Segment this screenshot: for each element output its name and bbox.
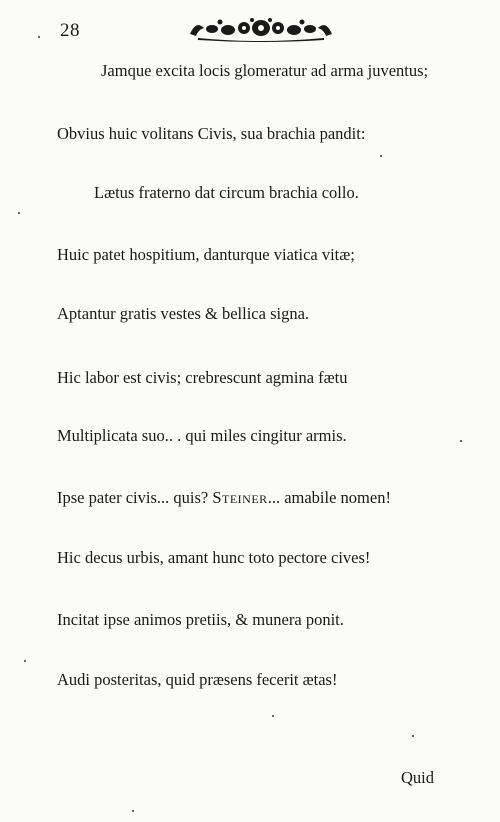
verse-line: Hic decus urbis, amant hunc toto pectore cives!	[57, 548, 371, 567]
name-steiner: Steiner	[212, 488, 268, 507]
paper-speck	[18, 212, 20, 214]
verse-line-start: Ipse pater civis... quis?	[57, 488, 209, 507]
catchword: Quid	[401, 768, 434, 787]
verse-line: Hic labor est civis; crebrescunt agmina fætu	[57, 368, 348, 387]
paper-speck	[380, 155, 382, 157]
paper-speck	[412, 735, 414, 737]
page-number: 28	[60, 20, 80, 41]
paper-speck	[272, 715, 274, 717]
verse-line-end: ... amabile nomen!	[267, 488, 391, 507]
verse-line: Aptantur gratis vestes & bellica signa.	[57, 304, 310, 323]
verse-line: Huic patet hospitium, danturque viatica vitæ;	[57, 245, 355, 264]
floral-ornament-icon	[188, 14, 334, 42]
verse-line: Audi posteritas, quid præsens fecerit ætas!	[57, 670, 338, 689]
paper-speck	[24, 660, 26, 662]
paper-speck	[460, 440, 462, 442]
verse-line: Jamque excita locis glomeratur ad arma juventus;	[101, 61, 429, 80]
verse-line: Incitat ipse animos pretiis, & munera ponit.	[57, 610, 344, 629]
verse-line: Lætus fraterno dat circum brachia collo.	[94, 183, 359, 202]
paper-speck	[132, 810, 134, 812]
paper-speck	[38, 36, 40, 38]
verse-line: Multiplicata suo.. . qui miles cingitur armis.	[57, 426, 347, 445]
verse-line: Obvius huic volitans Civis, sua brachia pandit:	[57, 124, 366, 143]
verse-line	[0, 490, 500, 507]
